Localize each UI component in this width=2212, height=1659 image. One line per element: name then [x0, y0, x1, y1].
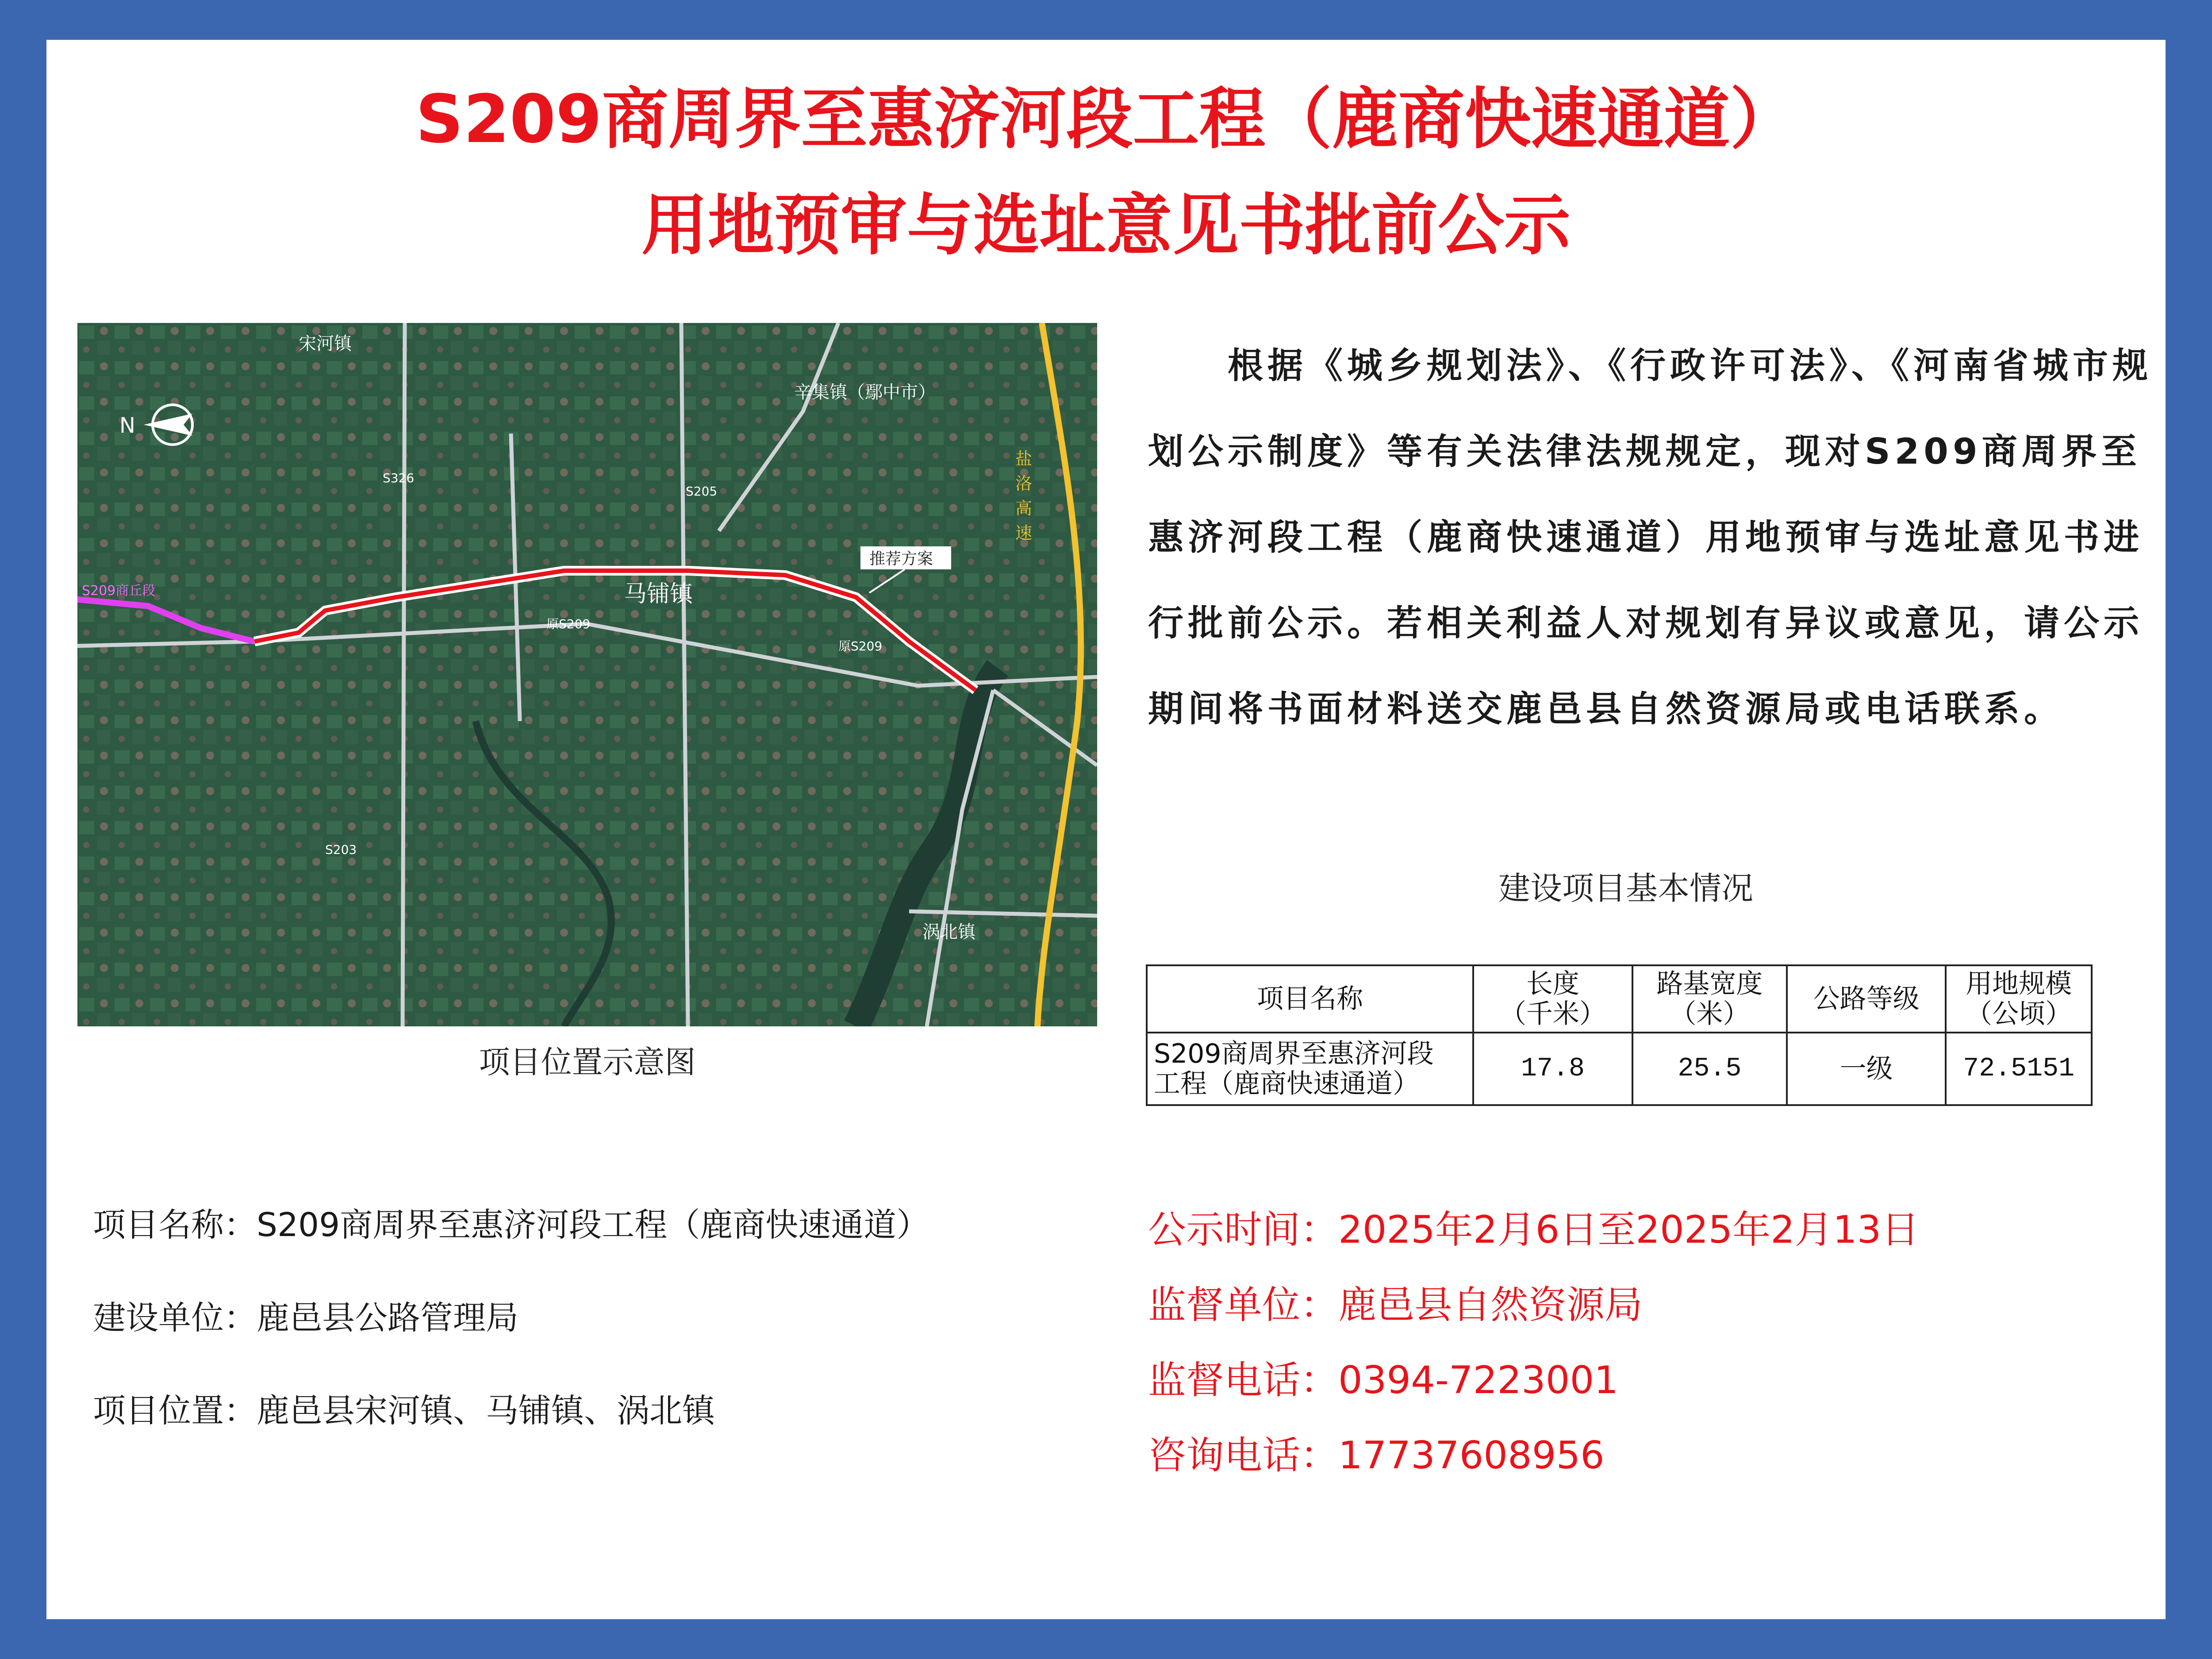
- cell-width: 25.5: [1632, 1033, 1787, 1105]
- label-xinji-town: 辛集镇（鄢中市）: [794, 382, 936, 403]
- project-name-line: 项目名称：S209商周界至惠济河段工程（鹿商快速通道）: [93, 1206, 929, 1244]
- project-location-map: [77, 323, 1097, 1026]
- builder-line: 建设单位：鹿邑县公路管理局: [93, 1299, 518, 1337]
- notice-paragraph-text: 根据《城乡规划法》、《行政许可法》、《河南省城市规划公示制度》等有关法律法规规定，现对S209商周界至惠济河段工程（鹿商快速通道）用地预审与选址意见书进行批前公示。若相关利益人对规划有异议或意见，请公示期间将书面材料送交鹿邑县自然资源局或电话联系。: [1148, 345, 2152, 730]
- publicity-period: 公示时间：2025年2月6日至2025年2月13日: [1148, 1208, 1920, 1252]
- label-road-s209-b: 原S209: [838, 639, 883, 653]
- compass-label: N: [119, 413, 135, 438]
- consultation-phone: 咨询电话：17737608956: [1148, 1433, 1605, 1478]
- header-project-name: 项目名称: [1147, 965, 1473, 1033]
- cell-project-name: S209商周界至惠济河段 工程（鹿商快速通道）: [1147, 1033, 1473, 1105]
- road-s326: [403, 323, 405, 1026]
- cell-length: 17.8: [1473, 1033, 1632, 1105]
- location-line: 项目位置：鹿邑县宋河镇、马铺镇、涡北镇: [93, 1392, 715, 1430]
- title-line-1: S209商周界至惠济河段工程（鹿商快速通道）: [415, 81, 1797, 158]
- table-header-row: [1147, 965, 2092, 1033]
- notice-paragraph: [1148, 323, 2157, 752]
- table-row: [1147, 1033, 2092, 1105]
- label-road-s205: S205: [686, 484, 718, 499]
- header-length: 长度 （千米）: [1473, 965, 1632, 1033]
- label-maputou-town: 马铺镇: [624, 581, 693, 607]
- label-s209-segment: S209商丘段: [82, 583, 156, 599]
- table-title: 建设项目基本情况: [1498, 870, 1753, 907]
- cell-grade: 一级: [1787, 1033, 1946, 1105]
- header-width: 路基宽度 （米）: [1632, 965, 1787, 1033]
- notice-panel: [46, 40, 2166, 1619]
- label-road-s326: S326: [383, 471, 415, 485]
- map-caption: 项目位置示意图: [479, 1044, 696, 1080]
- label-songhe-town: 宋河镇: [299, 334, 352, 354]
- label-road-s209: 原S209: [546, 617, 591, 631]
- cell-area: 72.5151: [1946, 1033, 2092, 1105]
- label-road-s203: S203: [325, 842, 357, 857]
- supervision-phone: 监督电话：0394-7223001: [1148, 1358, 1618, 1402]
- project-info-table: [1146, 964, 2093, 1106]
- recommended-label: 推荐方案: [869, 550, 933, 568]
- supervising-unit: 监督单位：鹿邑县自然资源局: [1148, 1283, 1643, 1327]
- header-grade: 公路等级: [1787, 965, 1946, 1033]
- label-guobei-town: 涡北镇: [922, 922, 975, 942]
- satellite-map: [77, 323, 1097, 1026]
- title-line-2: 用地预审与选址意见书批前公示: [641, 187, 1571, 264]
- expressway-label-text: 盐洛高速: [1015, 449, 1033, 543]
- header-area: 用地规模 （公顷）: [1946, 965, 2092, 1033]
